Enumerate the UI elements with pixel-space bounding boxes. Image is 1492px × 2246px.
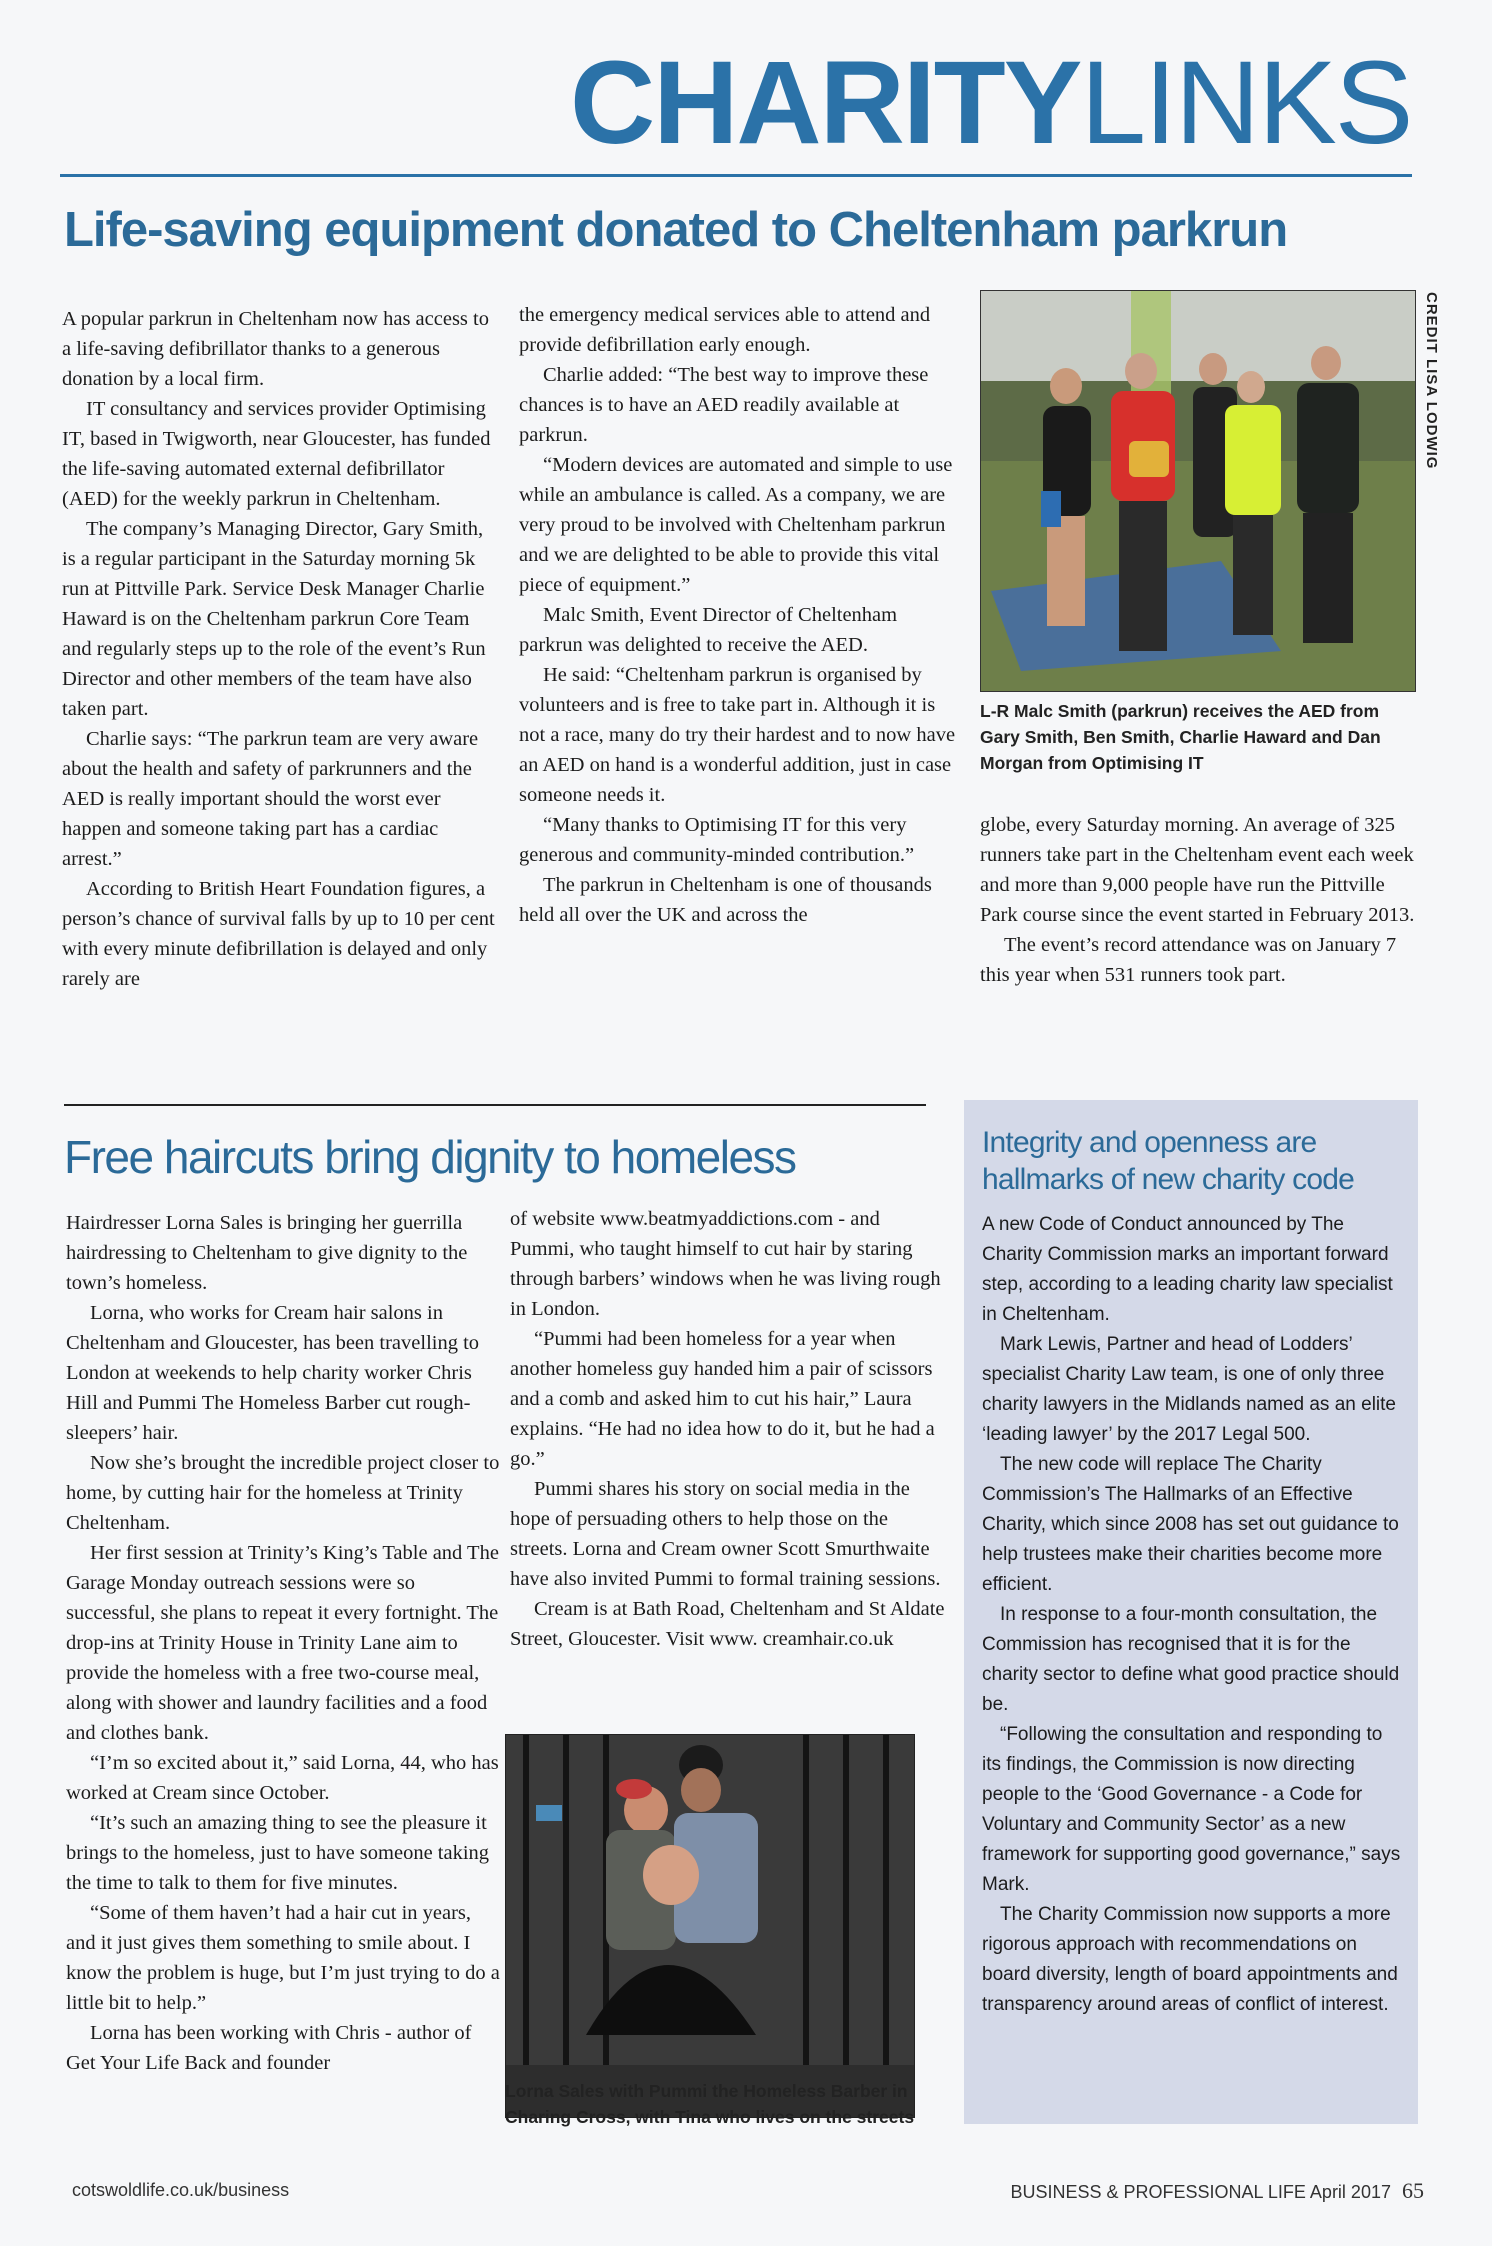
paragraph: A popular parkrun in Cheltenham now has access to a life-saving defibrillator thanks to a generous donation by a local firm.: [62, 308, 489, 390]
paragraph: The Charity Commission now supports a more rigorous approach with recommendations on board diversity, length of board appointments and transparency around areas of conflict of interest.: [982, 1904, 1398, 2015]
paragraph: Now she’s brought the incredible project closer to home, by cutting hair for the homeless at Trinity Cheltenham.: [66, 1452, 500, 1534]
paragraph: Pummi shares his story on social media in the hope of persuading others to help those on the streets. Lorna and Cream owner Scott Smurthwaite have also invited Pummi to formal training sessions.: [510, 1478, 941, 1590]
section-divider: [64, 1104, 926, 1106]
barber-photo: [505, 1734, 915, 2118]
parkrun-group-photo: [980, 290, 1416, 692]
paragraph: “It’s such an amazing thing to see the pleasure it brings to the homeless, just to have someone taking the time to talk to them for five minutes.: [66, 1812, 490, 1894]
article2-column-2: [510, 1204, 946, 1654]
paragraph: “Some of them haven’t had a hair cut in years, and it just gives them something to smile about. I know the problem is huge, but I’m just trying to do a little bit to help.”: [66, 1902, 500, 2014]
masthead: [570, 38, 1410, 168]
paragraph: A new Code of Conduct announced by The Charity Commission marks an important forward step, according to a leading charity law specialist in Cheltenham.: [982, 1214, 1393, 1325]
paragraph: The event’s record attendance was on January 7 this year when 531 runners took part.: [980, 934, 1397, 986]
paragraph: Mark Lewis, Partner and head of Lodders’ specialist Charity Law team, is one of only three charity lawyers in the Midlands named as an elite ‘leading lawyer’ by the 2017 Legal 500.: [982, 1334, 1396, 1445]
paragraph: Her first session at Trinity’s King’s Table and The Garage Monday outreach sessions were so successful, she plans to repeat it every fortnight. The drop-ins at Trinity House in Trinity Lane aim to provide the homeless with a free two-course meal, along with shower and laundry facilities and a food and clothes bank.: [66, 1542, 499, 1744]
article1-column-1: [62, 304, 500, 994]
page-number: 65: [1402, 2178, 1424, 2203]
article2-headline: Free haircuts bring dignity to homeless: [64, 1131, 796, 1183]
paragraph: “I’m so excited about it,” said Lorna, 44, who has worked at Cream since October.: [66, 1752, 499, 1804]
paragraph: IT consultancy and services provider Optimising IT, based in Twigworth, near Gloucester, has funded the life-saving automated external defibrillator (AED) for the weekly parkrun in Cheltenham.: [62, 398, 491, 510]
sidebar-headline: Integrity and openness are hallmarks of new charity code: [982, 1126, 1354, 1196]
photo-caption: L-R Malc Smith (parkrun) receives the AED from Gary Smith, Ben Smith, Charlie Haward and Dan Morgan from Optimising IT: [980, 701, 1381, 773]
photo-caption: Lorna Sales with Pummi the Homeless Barber in Charing Cross, with Tina who lives on the streets: [505, 2081, 915, 2127]
masthead-links: LINKS: [1080, 37, 1412, 169]
article2-column-1: [66, 1208, 502, 2078]
paragraph: globe, every Saturday morning. An average of 325 runners take part in the Cheltenham event each week and more than 9,000 people have run the Pittville Park course since the event started in February 2013.: [980, 814, 1415, 926]
article1-column-3: [980, 810, 1418, 990]
article1-column-2: [519, 300, 957, 930]
paragraph: “Many thanks to Optimising IT for this very generous and community-minded contribution.”: [519, 814, 915, 866]
paragraph: In response to a four-month consultation, the Commission has recognised that it is for the charity sector to define what good practice should be.: [982, 1604, 1400, 1715]
paragraph: The company’s Managing Director, Gary Smith, is a regular participant in the Saturday morning 5k run at Pittville Park. Service Desk Manager Charlie Haward is on the Cheltenham parkrun Core Team and regularly steps up to the role of the event’s Run Director and other members of the team have also taken part.: [62, 518, 486, 720]
paragraph: Charlie says: “The parkrun team are very aware about the health and safety of parkrunners and the AED is really important should the worst ever happen and someone taking part has a cardiac arrest.”: [62, 728, 479, 870]
paragraph: “Following the consultation and responding to its findings, the Commission is now directing people to the ‘Good Governance - a Code for Voluntary and Community Sector’ as a new framework for supporting good governance,” says Mark.: [982, 1724, 1401, 1895]
paragraph: According to British Heart Foundation figures, a person’s chance of survival falls by up to 10 per cent with every minute defibrillation is delayed and only rarely are: [62, 878, 495, 990]
sidebar-body: [982, 1210, 1402, 2020]
paragraph: the emergency medical services able to attend and provide defibrillation early enough.: [519, 304, 931, 356]
paragraph: Lorna has been working with Chris - author of Get Your Life Back and founder: [66, 2022, 472, 2074]
article1-headline: Life-saving equipment donated to Cheltenham parkrun: [64, 203, 1288, 257]
masthead-charity: CHARITY: [570, 37, 1081, 169]
footer-section: BUSINESS & PROFESSIONAL LIFE: [1010, 2182, 1306, 2202]
paragraph: Charlie added: “The best way to improve these chances is to have an AED readily available at parkrun.: [519, 364, 929, 446]
masthead-rule: [60, 174, 1412, 177]
photo-credit: CREDIT LISA LODWIG: [1423, 292, 1440, 470]
parkrun-photo-illustration: [981, 291, 1415, 691]
paragraph: Lorna, who works for Cream hair salons in Cheltenham and Gloucester, has been travelling to London at weekends to help charity worker Chris Hill and Pummi The Homeless Barber cut rough-sleepers’ hair.: [66, 1302, 480, 1444]
paragraph: He said: “Cheltenham parkrun is organised by volunteers and is free to take part in. Although it is not a race, many do try their hardest and to now have an AED on hand is a wonderful addition, just in case someone needs it.: [519, 664, 956, 806]
footer-folio: [900, 2178, 1424, 2204]
paragraph: Malc Smith, Event Director of Cheltenham parkrun was delighted to receive the AED.: [519, 604, 898, 656]
barber-photo-illustration: [506, 1735, 914, 2065]
paragraph: “Pummi had been homeless for a year when another homeless guy handed him a pair of scissors and a comb and asked him to cut his hair,” Laura explains. “He had no idea how to do it, but he had a go.”: [510, 1328, 935, 1470]
paragraph: Hairdresser Lorna Sales is bringing her guerrilla hairdressing to Cheltenham to give dignity to the town’s homeless.: [66, 1212, 468, 1294]
paragraph: Cream is at Bath Road, Cheltenham and St Aldate Street, Gloucester. Visit www. creamhair.co.uk: [510, 1598, 945, 1650]
paragraph: The parkrun in Cheltenham is one of thousands held all over the UK and across the: [519, 874, 932, 926]
footer-date: April 2017: [1309, 2182, 1391, 2202]
paragraph: “Modern devices are automated and simple to use while an ambulance is called. As a company, we are very proud to be involved with Cheltenham parkrun and we are delighted to be able to provide this vital piece of equipment.”: [519, 454, 953, 596]
paragraph: The new code will replace The Charity Commission’s The Hallmarks of an Effective Charity, which since 2008 has set out guidance to help trustees make their charities become more efficient.: [982, 1454, 1399, 1595]
paragraph: of website www.beatmyaddictions.com - and Pummi, who taught himself to cut hair by staring through barbers’ windows when he was living rough in London.: [510, 1208, 941, 1320]
footer-url: cotswoldlife.co.uk/business: [72, 2180, 290, 2200]
